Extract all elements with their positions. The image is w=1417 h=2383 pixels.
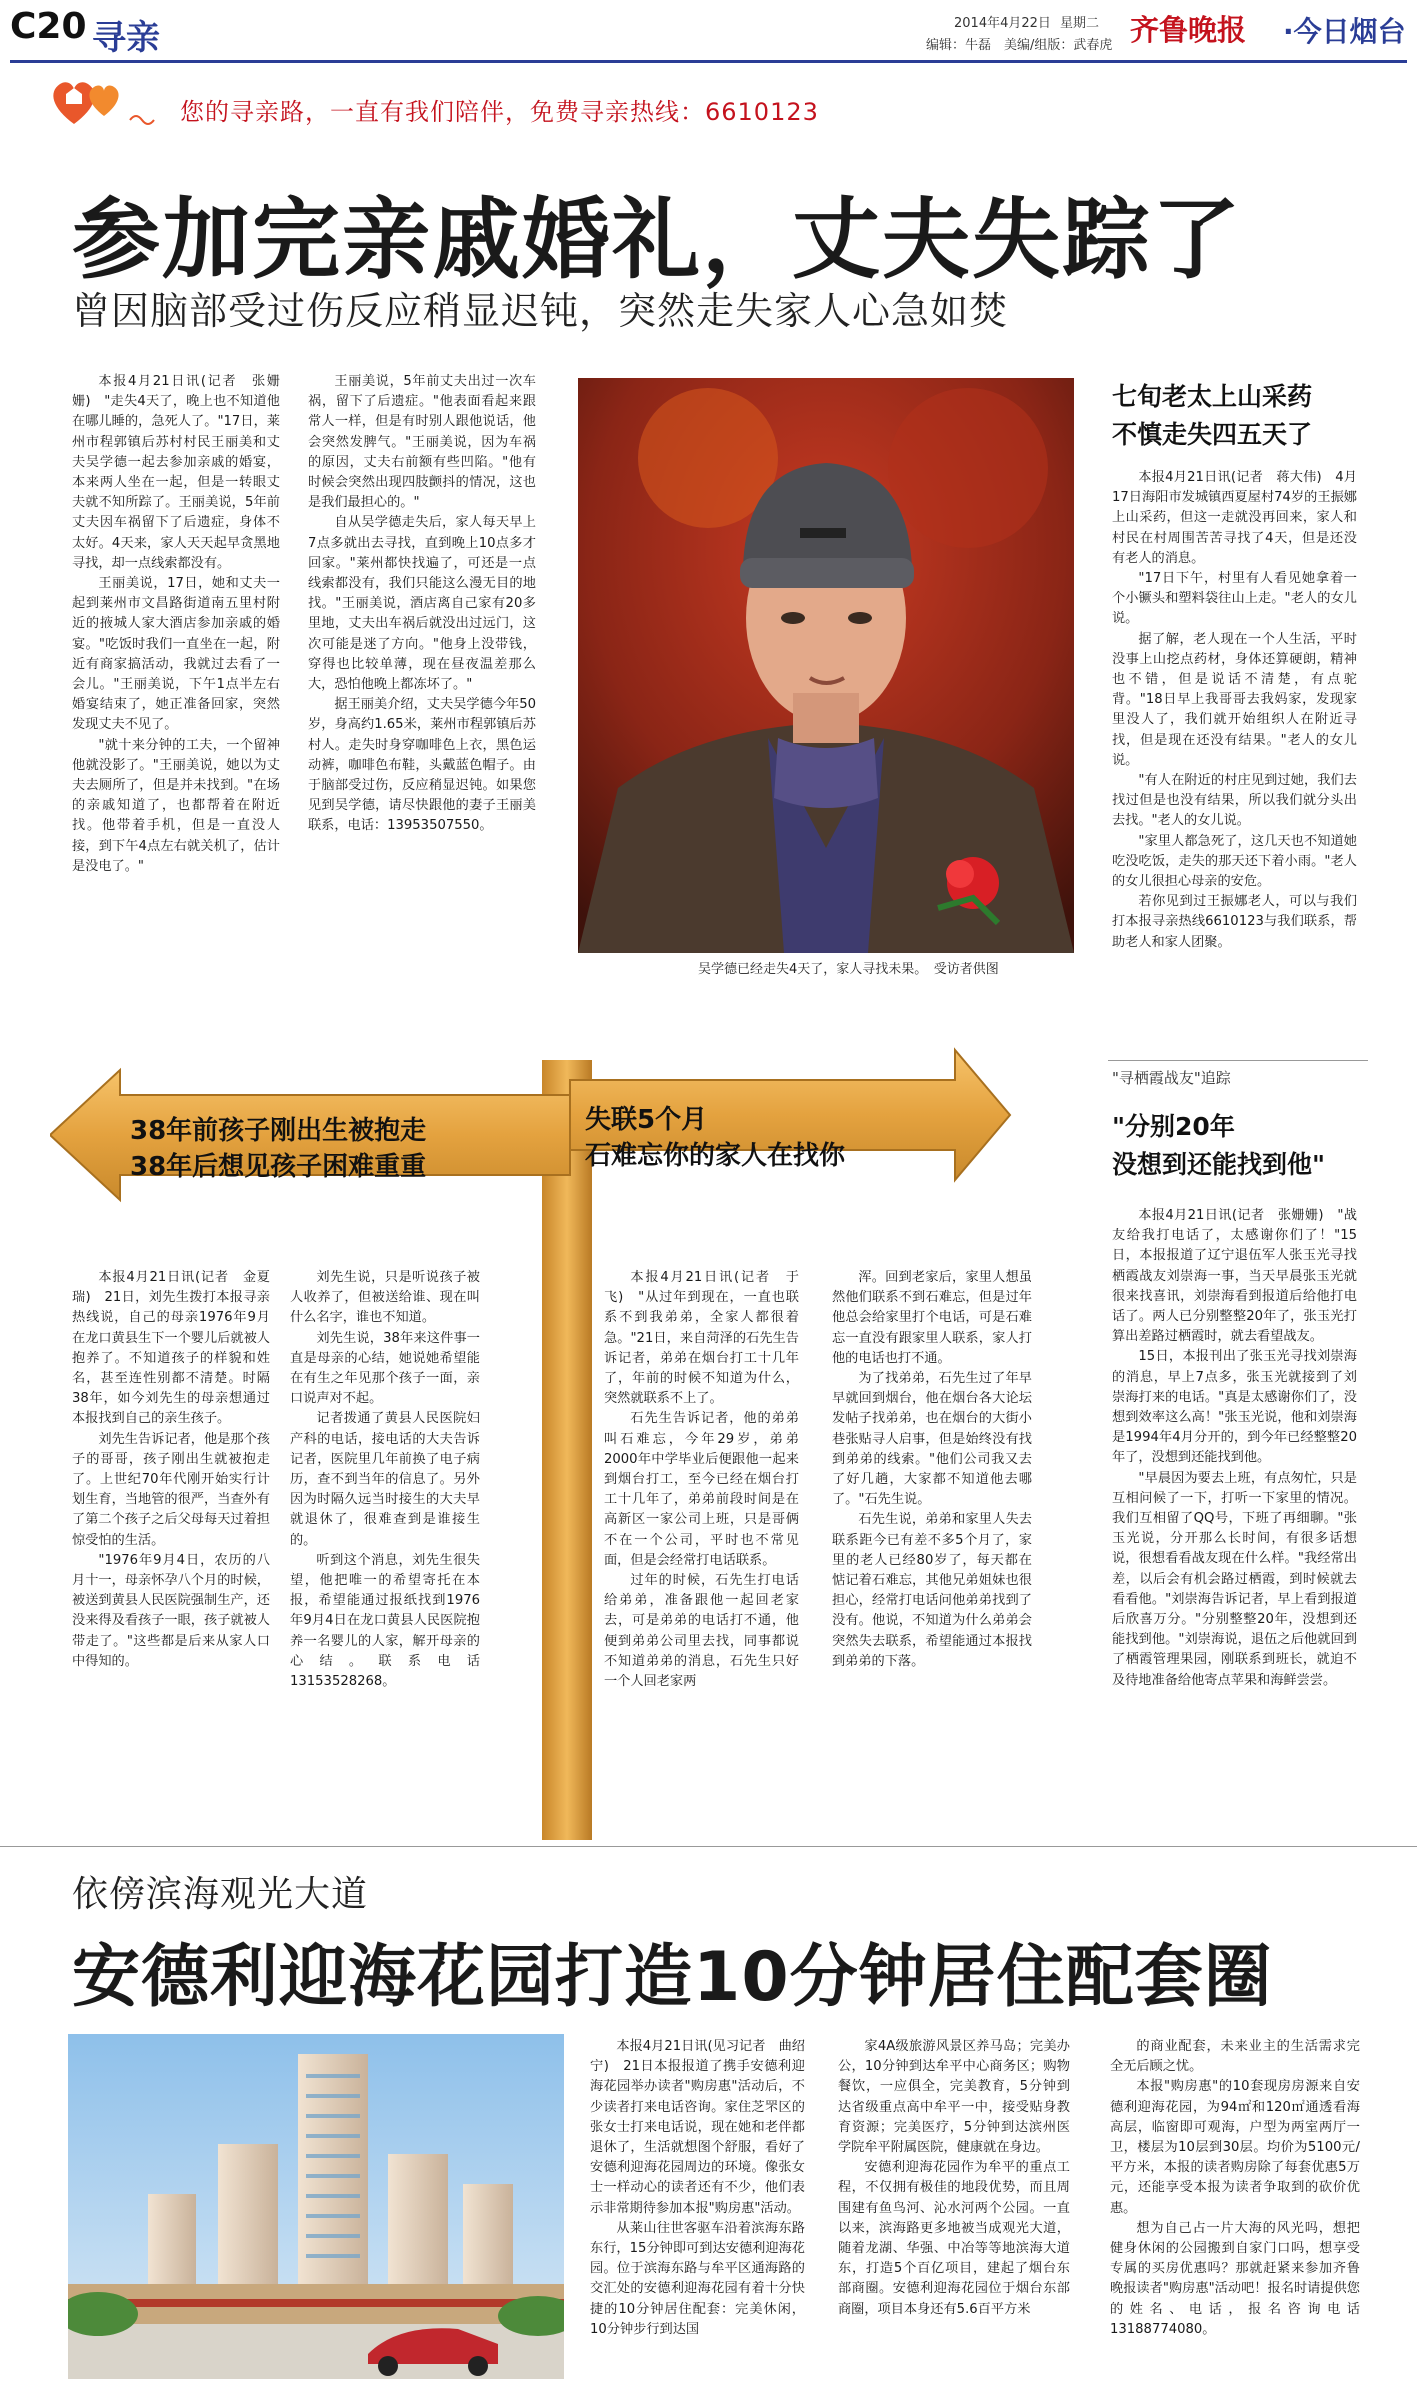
header-rule	[10, 60, 1407, 63]
divider	[1108, 1060, 1368, 1061]
side-story-body	[1112, 468, 1357, 1043]
building-rendering	[68, 2034, 564, 2379]
hotline-banner: 您的寻亲路，一直有我们陪伴，免费寻亲热线：6610123	[180, 98, 819, 126]
paragraph: 本报4月21日讯(记者 于飞) "从过年到现在，一直也联系不到我弟弟，全家人都很着急。"21日，来自菏泽的石先生告诉记者，弟弟在烟台打工十几年了，年前的时候不知道为什么，突然就联系不上了。	[604, 1270, 799, 1407]
paragraph: 本报4月21日讯(记者 张姗姗) "走失4天了，晚上也不知道他在哪儿睡的，急死人了。"17日，莱州市程郭镇后苏村村民王丽美和丈夫吴学德一起去参加亲戚的婚宴，本来两人坐在一起，但是一转眼丈夫就不知所踪了。王丽美说，5年前丈夫因车祸留下了后遗症，身体不太好。4天来，家人天天起早贪黑地寻找，却一点线索都没有。	[72, 374, 280, 571]
paragraph: 听到这个消息，刘先生很失望，他把唯一的希望寄托在本报，希望能通过报纸找到1976年9月4日在龙口黄县人民医院抱养一名婴儿的人家，解开母亲的心结。联系电话13153528268。	[290, 1552, 480, 1690]
story-b-col-1	[72, 1268, 270, 1798]
story-b-col-2	[290, 1268, 480, 1798]
editor-credit: 编辑：牛磊	[926, 38, 992, 53]
paragraph: 据王丽美介绍，丈夫吴学德今年50岁，身高约1.65米，莱州市程郭镇后苏村人。走失时身穿咖啡色上衣，黑色运动裤，咖啡色布鞋，头戴蓝色帽子。由于脑部受过伤，反应稍显迟钝。如果您见到吴学德，请尽快跟他的妻子王丽美联系，电话：13953507550。	[308, 697, 536, 834]
story-d-title	[1112, 1108, 1325, 1184]
paragraph: "就十来分钟的工夫，一个留神他就没影了。"王丽美说，她以为丈夫去厕所了，但是并未找到。"在场的亲戚知道了，也都帮着在附近找。他带着手机，但是一直没人接，到下午4点左右就关机了，估计是没电了。"	[72, 737, 280, 874]
title-line: 失联5个月	[585, 1105, 708, 1135]
section-title: 寻亲	[92, 18, 160, 58]
paragraph: 本报4月21日讯(记者 金夏瑞) 21日，刘先生拨打本报寻亲热线说，自己的母亲1976年9月在龙口黄县生下一个婴儿后就被人抱养了。不知道孩子的样貌和姓名，甚至连性别都不清楚。时隔38年，如今刘先生的母亲想通过本报找到自己的亲生孩子。	[72, 1270, 270, 1427]
issue-date: 2014年4月22日	[954, 16, 1051, 31]
title-line: "分别20年	[1112, 1112, 1235, 1141]
bottom-col-1	[590, 2037, 805, 2377]
paper-name: 齐鲁晚报	[1130, 13, 1247, 47]
page-number: C20	[10, 6, 87, 47]
story-d-body	[1112, 1206, 1357, 1826]
paragraph: 王丽美说，5年前丈夫出过一次车祸，留下了后遗症。"他表面看起来跟常人一样，但是有时别人跟他说话，他会突然发脾气。"王丽美说，因为车祸的原因，丈夫右前额有些凹陷。"他有时候会突然出现四肢颤抖的情况，这也是我们最担心的。"	[308, 374, 536, 511]
paragraph: "17日下午，村里有人看见她拿着一个小镢头和塑料袋往山上走。"老人的女儿说。	[1112, 571, 1357, 627]
side-story-title	[1112, 378, 1312, 454]
paragraph: 从莱山往世客驱车沿着滨海东路东行，15分钟即可到达安德利迎海花园。位于滨海东路与牟平区通海路的交汇处的安德利迎海花园有着十分快捷的10分钟居住配套：完美休闲，10分钟步行到达国	[590, 2220, 805, 2337]
paragraph: 本报4月21日讯(记者 蒋大伟) 4月17日海阳市发城镇西夏屋村74岁的王振娜上山采药，但这一走就没再回来，家人和村民在村周围苦苦寻找了4天，但是还没有老人的消息。	[1112, 470, 1357, 566]
paragraph: 安德利迎海花园作为牟平的重点工程，不仅拥有极佳的地段优势，而且周围建有鱼鸟河、沁水河两个公园。一直以来，滨海路更多地被当成观光大道，随着龙湖、华强、中冶等等地滨海大道东，打造5个百亿项目，建起了烟台东部商圈。安德利迎海花园位于烟台东部商圈，项目本身还有5.6百平方米	[838, 2160, 1070, 2317]
hearts-logo-icon	[44, 72, 174, 132]
issue-weekday: 星期二	[1060, 16, 1100, 31]
signpost-right-text	[585, 1102, 845, 1174]
paragraph: "家里人都急死了，这几天也不知道她吃没吃饭，走失的那天还下着小雨。"老人的女儿很担心母亲的安危。	[1112, 833, 1357, 890]
edition-name: ·今日烟台	[1283, 15, 1406, 48]
story-d-tag: "寻栖霞战友"追踪	[1112, 1069, 1231, 1087]
title-line: 不慎走失四五天了	[1112, 420, 1313, 449]
paragraph: 刘先生告诉记者，他是那个孩子的哥哥，孩子刚出生就被抱走了。上世纪70年代刚开始实行计划生育，当地管的很严，当查外有了第二个孩子之后父母每天过着担惊受怕的生活。	[72, 1431, 270, 1548]
main-headline: 参加完亲戚婚礼，丈夫失踪了	[72, 188, 1243, 291]
title-line: 石难忘你的家人在找你	[585, 1141, 846, 1171]
signpost-left-text	[130, 1113, 426, 1185]
missing-person-photo	[578, 378, 1074, 953]
title-line: 七旬老太上山采药	[1112, 382, 1313, 411]
paragraph: "1976年9月4日，农历的八月十一，母亲怀孕八个月的时候，被送到黄县人民医院强制生产，还没来得及看孩子一眼，孩子就被人带走了。"这些都是后来从家人口中得知的。	[72, 1552, 270, 1669]
title-line: 没想到还能找到他"	[1112, 1150, 1326, 1179]
paragraph: 记者拨通了黄县人民医院妇产科的电话，接电话的大夫告诉记者，医院里几年前换了电子病历，查不到当年的信息了。另外因为时隔久远当时接生的大夫早就退休了，很难查到是谁接生的。	[290, 1411, 480, 1548]
photo-caption: 吴学德已经走失4天了，家人寻找未果。 受访者供图	[698, 962, 999, 977]
divider	[0, 1846, 1417, 1847]
paragraph: 刘先生说，38年来这件事一直是母亲的心结，她说她希望能在有生之年见那个孩子一面，亲口说声对不起。	[290, 1330, 480, 1407]
paragraph: 为了找弟弟，石先生过了年早早就回到烟台，他在烟台各大论坛发帖子找弟弟，也在烟台的大街小巷张贴寻人启事，但是始终没有找到弟弟的线索。"他们公司我又去了好几趟，大家都不知道他去哪了。"石先生说。	[832, 1371, 1032, 1508]
paragraph: 自从吴学德走失后，家人每天早上7点多就出去寻找，直到晚上10点多才回家。"莱州都快找遍了，可还是一点线索都没有，我们只能这么漫无目的地找。"王丽美说，酒店离自己家有20多里地，丈夫出车祸后就没出过远门，这次可能是迷了方向。"他身上没带钱，穿得也比较单薄，现在昼夜温差那么大，恐怕他晚上都冻坏了。"	[308, 515, 536, 693]
paragraph: 15日，本报刊出了张玉光寻找刘崇海的消息，早上7点多，张玉光就接到了刘崇海打来的电话。"真是太感谢你们了，没想到效率这么高！"张玉光说，他和刘崇海是1994年4月分开的，到今年已经整整20年了，没想到还能找到他。	[1112, 1349, 1357, 1466]
paragraph: 的商业配套，未来业主的生活需求完全无后顾之忧。	[1110, 2039, 1360, 2075]
bottom-col-3	[1110, 2037, 1360, 2377]
paragraph: "有人在附近的村庄见到过她，我们去找过但是也没有结果，所以我们就分头出去找。"老人的女儿说。	[1112, 773, 1357, 829]
paragraph: 本报4月21日讯(记者 张姗姗) "战友给我打电话了，太感谢你们了！"15日，本报报道了辽宁退伍军人张玉光寻找栖霞战友刘崇海一事，当天早晨张玉光就很来找喜讯，刘崇海看到报道后给他打电话了。两人已分别整整20年了，张玉光打算出差路过栖霞时，就去看望战友。	[1112, 1208, 1357, 1345]
paragraph: 王丽美说，17日，她和丈夫一起到莱州市文昌路街道南五里村附近的掖城人家大酒店参加亲戚的婚宴。"吃饭时我们一直坐在一起，附近有商家搞活动，我就过去看了一会儿。"王丽美说，下午1点半左右婚宴结束了，她正准备回家，突然发现丈夫不见了。	[72, 576, 280, 733]
main-subhead: 曾因脑部受过伤反应稍显迟钝，突然走失家人心急如焚	[72, 289, 1009, 333]
paragraph: "早晨因为要去上班，有点匆忙，只是互相问候了一下，打听一下家里的情况。我们互相留了QQ号，下班了再细聊。"张玉光说，分开那么长时间，有很多话想说，很想看看战友现在什么样。"我经常出差，以后会有机会路过栖霞，到时候就去看看他。"刘崇海告诉记者，早上看到报道后欣喜万分。"分别整整20年，没想到还能找到他。"刘崇海说，退伍之后他就回到了栖霞管理果园，刚联系到班长，就迫不及待地准备给他寄点苹果和海鲜尝尝。	[1112, 1470, 1357, 1688]
design-credit: 美编/组版：武春虎	[1004, 38, 1113, 53]
paragraph: 石先生告诉记者，他的弟弟叫石难忘，今年29岁，弟弟2000年中学毕业后便跟他一起来到烟台打工，至今已经在烟台打工十几年了，弟弟前段时间是在高新区一家公司上班，只是哥俩不在一个公司，平时也不常见面，但是会经常打电话联系。	[604, 1411, 799, 1568]
paragraph: 本报4月21日讯(见习记者 曲绍宁) 21日本报报道了携手安德利迎海花园举办读者"购房惠"活动后，不少读者打来电话咨询。家住芝罘区的张女士打来电话说，现在她和老伴都退休了，生活就想图个舒服，看好了安德利迎海花园周边的环境。像张女士一样动心的读者还有不少，他们表示非常期待参加本报"购房惠"活动。	[590, 2039, 805, 2216]
paragraph: 若你见到过王振娜老人，可以与我们打本报寻亲热线6610123与我们联系，帮助老人和家人团聚。	[1112, 894, 1357, 950]
paragraph: 据了解，老人现在一个人生活，平时没事上山挖点药材，身体还算硬朗，精神也不错，但是说话不清楚，有点驼背。"18日早上我哥哥去我妈家，发现家里没人了，我们就开始组织人在附近寻找，但是现在还没有结果。"老人的女儿说。	[1112, 631, 1357, 768]
bottom-headline: 安德利迎海花园打造10分钟居住配套圈	[72, 1938, 1273, 2017]
main-story-col-1	[72, 372, 280, 982]
title-line: 38年后想见孩子困难重重	[130, 1152, 427, 1182]
paragraph: 石先生说，弟弟和家里人失去联系距今已有差不多5个月了，家里的老人已经80岁了，每天都在惦记着石难忘，其他兄弟姐妹也很担心，经常打电话问他弟弟找到了没有。他说，不知道为什么弟弟会突然失去联系，希望能通过本报找到弟弟的下落。	[832, 1512, 1032, 1669]
paragraph: 刘先生说，只是听说孩子被人收养了，但被送给谁、现在叫什么名字，谁也不知道。	[290, 1270, 480, 1326]
paragraph: 家4A级旅游风景区养马岛；完美办公，10分钟到达牟平中心商务区；购物餐饮，一应俱全，完美教育，5分钟到达省级重点高中牟平一中，接受贴身教育资源；完美医疗，5分钟到达滨州医学院牟平附属医院，健康就在身边。	[838, 2039, 1070, 2156]
main-story-col-2	[308, 372, 536, 982]
bottom-col-2	[838, 2037, 1070, 2377]
story-c-col-2	[832, 1268, 1032, 1798]
title-line: 38年前孩子刚出生被抱走	[130, 1116, 427, 1146]
paragraph: 过年的时候，石先生打电话给弟弟，准备跟他一起回老家去，可是弟弟的电话打不通，他便到弟弟公司里去找，同事都说不知道弟弟的消息，石先生只好一个人回老家两	[604, 1573, 799, 1690]
paragraph: 浑。回到老家后，家里人想虽然他们联系不到石难忘，但是过年他总会给家里打个电话，可是石难忘一直没有跟家里人联系，家人打他的电话也打不通。	[832, 1270, 1032, 1366]
paragraph: 本报"购房惠"的10套现房房源来自安德利迎海花园，为94㎡和120㎡通透看海高层，临窗即可观海，户型为两室两厅一卫，楼层为10层到30层。均价为5100元/平方米，本报的读者购房除了每套优惠5万元，还能享受本报为读者争取到的砍价优惠。	[1110, 2079, 1360, 2216]
bottom-kicker: 依傍滨海观光大道	[72, 1874, 369, 1915]
paragraph: 想为自己占一片大海的风光吗，想把健身休闲的公园搬到自家门口吗，想享受专属的买房优惠吗？那就赶紧来参加齐鲁晚报读者"购房惠"活动吧！报名时请提供您的姓名、电话，报名咨询电话13188774080。	[1110, 2220, 1360, 2337]
story-c-col-1	[604, 1268, 799, 1798]
